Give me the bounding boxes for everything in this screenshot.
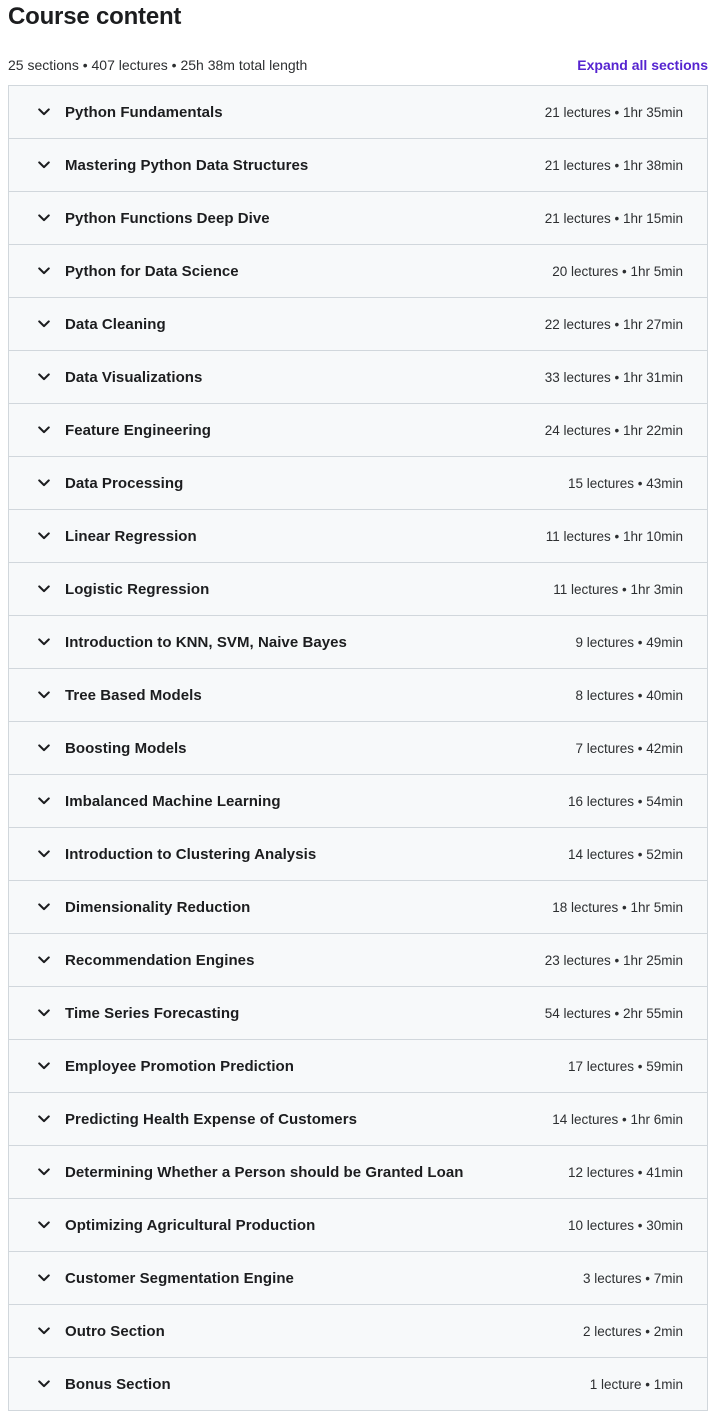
section-row-4[interactable] xyxy=(9,245,707,298)
section-title: Python Functions Deep Dive xyxy=(65,209,270,227)
chevron-down-icon[interactable] xyxy=(37,105,51,119)
section-title: Logistic Regression xyxy=(65,580,210,598)
section-row-10[interactable] xyxy=(9,563,707,616)
section-row-17[interactable] xyxy=(9,934,707,987)
section-title: Introduction to KNN, SVM, Naive Bayes xyxy=(65,633,347,651)
section-row-8[interactable] xyxy=(9,457,707,510)
chevron-down-icon[interactable] xyxy=(37,900,51,914)
chevron-down-icon[interactable] xyxy=(37,1377,51,1391)
section-title: Data Processing xyxy=(65,474,184,492)
section-row-15[interactable] xyxy=(9,828,707,881)
chevron-down-icon[interactable] xyxy=(37,1218,51,1232)
chevron-down-icon[interactable] xyxy=(37,1165,51,1179)
chevron-down-icon[interactable] xyxy=(37,953,51,967)
chevron-down-icon[interactable] xyxy=(37,317,51,331)
chevron-down-icon[interactable] xyxy=(37,794,51,808)
section-meta: 18 lectures • 1hr 5min xyxy=(552,899,683,915)
section-title: Outro Section xyxy=(65,1322,165,1340)
chevron-down-icon[interactable] xyxy=(37,370,51,384)
section-meta: 2 lectures • 2min xyxy=(582,1323,683,1339)
chevron-down-icon[interactable] xyxy=(37,158,51,172)
section-title: Data Cleaning xyxy=(65,315,166,333)
chevron-down-icon[interactable] xyxy=(37,688,51,702)
chevron-down-icon[interactable] xyxy=(37,476,51,490)
section-title: Linear Regression xyxy=(65,527,197,545)
chevron-down-icon[interactable] xyxy=(37,1324,51,1338)
chevron-down-icon[interactable] xyxy=(37,741,51,755)
section-meta: 10 lectures • 30min xyxy=(567,1217,683,1233)
section-meta: 24 lectures • 1hr 22min xyxy=(544,422,683,438)
chevron-down-icon[interactable] xyxy=(37,847,51,861)
section-meta: 9 lectures • 49min xyxy=(575,634,683,650)
section-meta: 1 lecture • 1min xyxy=(589,1376,683,1392)
course-summary-bar xyxy=(8,54,708,76)
section-meta: 21 lectures • 1hr 38min xyxy=(544,157,683,173)
section-row-9[interactable] xyxy=(9,510,707,563)
chevron-down-icon[interactable] xyxy=(37,264,51,278)
section-title: Employee Promotion Prediction xyxy=(65,1057,294,1075)
section-row-11[interactable] xyxy=(9,616,707,669)
section-meta: 14 lectures • 1hr 6min xyxy=(552,1111,683,1127)
section-meta: 14 lectures • 52min xyxy=(567,846,683,862)
section-row-2[interactable] xyxy=(9,139,707,192)
section-title: Bonus Section xyxy=(65,1375,171,1393)
section-row-21[interactable] xyxy=(9,1146,707,1199)
chevron-down-icon[interactable] xyxy=(37,582,51,596)
section-title: Python for Data Science xyxy=(65,262,239,280)
section-meta: 7 lectures • 42min xyxy=(575,740,683,756)
section-row-7[interactable] xyxy=(9,404,707,457)
section-row-25[interactable] xyxy=(9,1358,707,1410)
section-title: Tree Based Models xyxy=(65,686,202,704)
section-title: Imbalanced Machine Learning xyxy=(65,792,281,810)
section-row-13[interactable] xyxy=(9,722,707,775)
section-title: Introduction to Clustering Analysis xyxy=(65,845,317,863)
chevron-down-icon[interactable] xyxy=(37,211,51,225)
chevron-down-icon[interactable] xyxy=(37,529,51,543)
section-title: Optimizing Agricultural Production xyxy=(65,1216,316,1234)
section-meta: 21 lectures • 1hr 15min xyxy=(544,210,683,226)
page-title: Course content xyxy=(8,3,182,30)
chevron-down-icon[interactable] xyxy=(37,423,51,437)
chevron-down-icon[interactable] xyxy=(37,635,51,649)
section-meta: 8 lectures • 40min xyxy=(575,687,683,703)
section-row-16[interactable] xyxy=(9,881,707,934)
section-title: Mastering Python Data Structures xyxy=(65,156,309,174)
chevron-down-icon[interactable] xyxy=(37,1271,51,1285)
section-meta: 3 lectures • 7min xyxy=(582,1270,683,1286)
section-meta: 12 lectures • 41min xyxy=(567,1164,683,1180)
section-title: Boosting Models xyxy=(65,739,187,757)
section-title: Time Series Forecasting xyxy=(65,1004,240,1022)
section-row-6[interactable] xyxy=(9,351,707,404)
section-title: Python Fundamentals xyxy=(65,103,223,121)
section-meta: 22 lectures • 1hr 27min xyxy=(544,316,683,332)
section-row-3[interactable] xyxy=(9,192,707,245)
section-row-19[interactable] xyxy=(9,1040,707,1093)
expand-all-sections-button[interactable]: Expand all sections xyxy=(577,57,708,73)
section-title: Dimensionality Reduction xyxy=(65,898,251,916)
section-row-24[interactable] xyxy=(9,1305,707,1358)
section-title: Determining Whether a Person should be Granted Loan xyxy=(65,1163,464,1181)
section-meta: 17 lectures • 59min xyxy=(567,1058,683,1074)
section-title: Feature Engineering xyxy=(65,421,211,439)
section-meta: 20 lectures • 1hr 5min xyxy=(552,263,683,279)
course-summary: 25 sections • 407 lectures • 25h 38m total length xyxy=(8,57,308,73)
section-meta: 11 lectures • 1hr 3min xyxy=(553,581,683,597)
chevron-down-icon[interactable] xyxy=(37,1059,51,1073)
chevron-down-icon[interactable] xyxy=(37,1006,51,1020)
section-title: Recommendation Engines xyxy=(65,951,255,969)
section-list xyxy=(8,85,708,1411)
section-row-20[interactable] xyxy=(9,1093,707,1146)
section-meta: 33 lectures • 1hr 31min xyxy=(544,369,683,385)
section-meta: 21 lectures • 1hr 35min xyxy=(544,104,683,120)
section-row-1[interactable] xyxy=(9,86,707,139)
section-row-22[interactable] xyxy=(9,1199,707,1252)
section-row-12[interactable] xyxy=(9,669,707,722)
section-row-5[interactable] xyxy=(9,298,707,351)
section-meta: 15 lectures • 43min xyxy=(567,475,683,491)
section-title: Customer Segmentation Engine xyxy=(65,1269,294,1287)
section-title: Predicting Health Expense of Customers xyxy=(65,1110,357,1128)
chevron-down-icon[interactable] xyxy=(37,1112,51,1126)
section-meta: 23 lectures • 1hr 25min xyxy=(544,952,683,968)
section-meta: 54 lectures • 2hr 55min xyxy=(544,1005,683,1021)
section-title: Data Visualizations xyxy=(65,368,203,386)
section-meta: 11 lectures • 1hr 10min xyxy=(545,528,683,544)
section-row-18[interactable] xyxy=(9,987,707,1040)
section-row-23[interactable] xyxy=(9,1252,707,1305)
section-meta: 16 lectures • 54min xyxy=(567,793,683,809)
section-row-14[interactable] xyxy=(9,775,707,828)
